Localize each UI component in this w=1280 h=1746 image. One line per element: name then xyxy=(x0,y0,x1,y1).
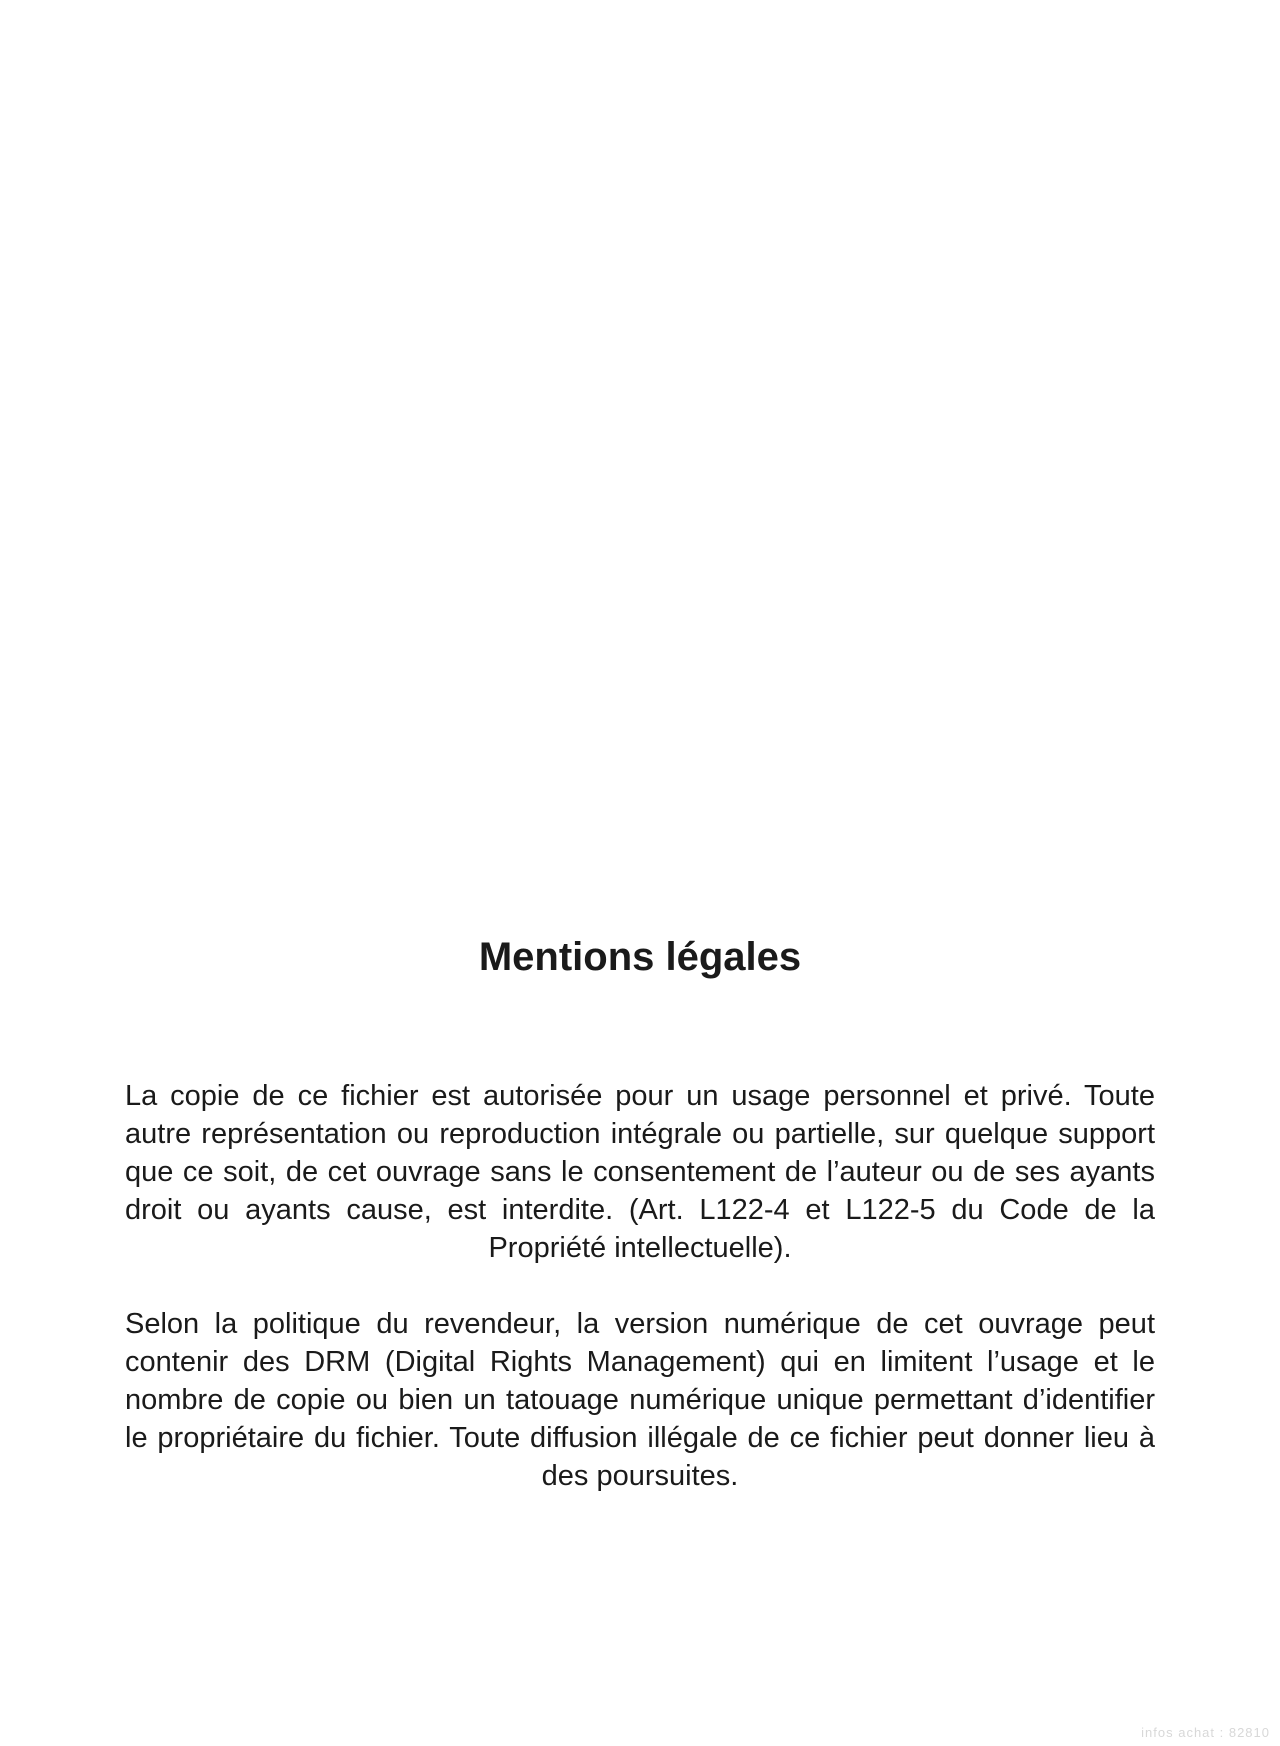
drm-paragraph: Selon la politique du revendeur, la version numérique de cet ouvrage peut contenir des DRM (Digital Rights Management) qui en limitent l’usage et le nombre de copie ou bien un tatouage numérique unique permettant d’identifier le propriétaire du fichier. Toute diffusion illégale de ce fichier peut donner lieu à des poursuites. xyxy=(125,1308,1155,1492)
purchase-watermark: infos achat : 82810 xyxy=(1141,1725,1270,1740)
page-title: Mentions légales xyxy=(478,935,802,979)
copyright-paragraph: La copie de ce fichier est autorisée pour un usage personnel et privé. Toute autre représentation ou reproduction intégrale ou partielle, sur quelque support que ce soit, de cet ouvrage sans le consentement de l’auteur ou de ses ayants droit ou ayants cause, est interdite. (Art. L122-4 et L122-5 du Code de la Propriété intellectuelle). xyxy=(125,1080,1155,1264)
